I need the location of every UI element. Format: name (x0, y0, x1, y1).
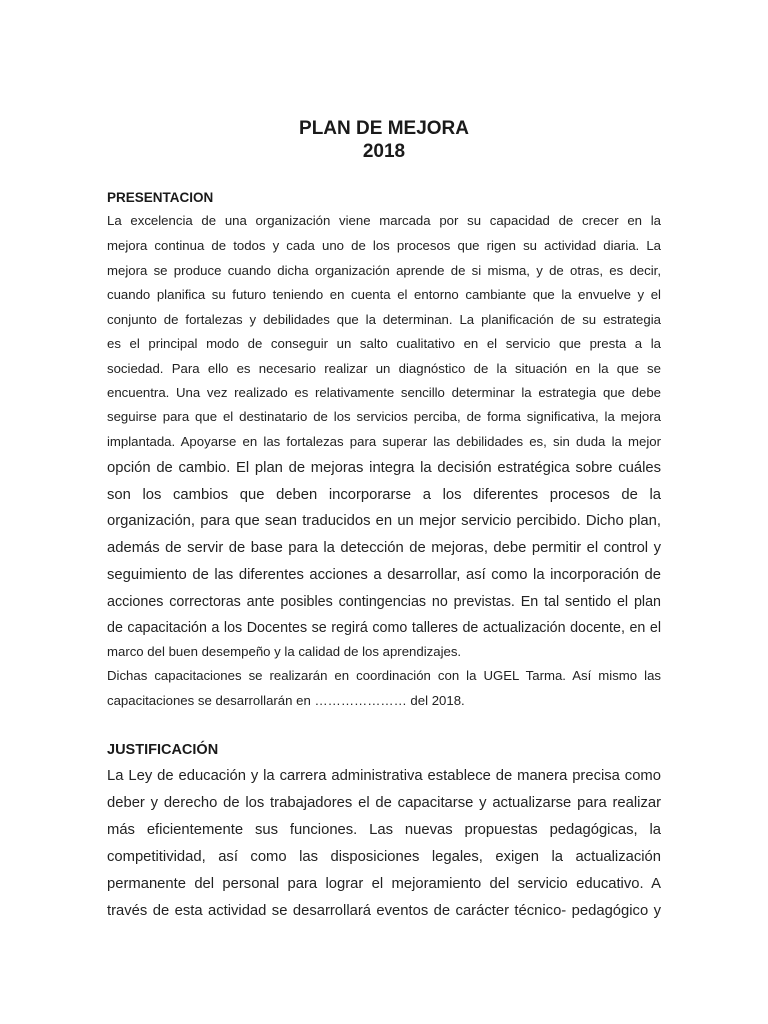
paragraph-line: organización, para que sean traducidos en un mejor servicio percibido. Dicho plan, (107, 513, 661, 529)
paragraph-line: cuando planifica su futuro teniendo en cuenta el entorno cambiante que la envuelve y el (107, 287, 661, 302)
paragraph-line: marco del buen desempeño y la calidad de los aprendizajes. (107, 644, 462, 659)
paragraph-line: encuentra. Una vez realizado es relativamente sencillo determinar la estrategia que debe (107, 385, 661, 400)
paragraph-line: opción de cambio. El plan de mejoras integra la decisión estratégica sobre cuáles (107, 460, 661, 476)
paragraph-line: mejora se produce cuando dicha organización aprende de si misma, y de otras, es decir, (107, 263, 661, 278)
paragraph-line: son los cambios que deben incorporarse a los diferentes procesos de la (107, 487, 661, 503)
paragraph-line: La excelencia de una organización viene marcada por su capacidad de crecer en la (107, 213, 661, 228)
paragraph-line: través de esta actividad se desarrollará eventos de carácter técnico- pedagógico y (107, 903, 661, 919)
section-heading-presentacion: PRESENTACION (107, 190, 214, 205)
paragraph-line: implantada. Apoyarse en las fortalezas para superar las debilidades es, sin duda la mejor (107, 434, 661, 449)
paragraph-line: deber y derecho de los trabajadores el de capacitarse y actualizarse para realizar (107, 795, 661, 811)
paragraph-line: La Ley de educación y la carrera administrativa establece de manera precisa como (107, 768, 661, 784)
paragraph-line: competitividad, así como las disposiciones legales, exigen la actualización (107, 849, 661, 865)
paragraph-line: mejora continua de todos y cada uno de los procesos que rigen su actividad diaria. La (107, 238, 661, 253)
paragraph-line: más eficientemente sus funciones. Las nuevas propuestas pedagógicas, la (107, 822, 661, 838)
document-title: PLAN DE MEJORA (299, 118, 469, 139)
paragraph-line: capacitaciones se desarrollarán en ………………… del 2018. (107, 693, 465, 708)
paragraph-line: permanente del personal para lograr el mejoramiento del servicio educativo. A (107, 876, 661, 892)
paragraph-line: seguirse para que el destinatario de los servicios perciba, de forma significativa, la mejora (107, 409, 661, 424)
paragraph-line: seguimiento de las diferentes acciones a desarrollar, así como la incorporación de (107, 567, 661, 583)
document-year: 2018 (362, 141, 406, 162)
paragraph-line: sociedad. Para ello es necesario realizar un diagnóstico de la situación en la que se (107, 361, 661, 376)
paragraph-line: Dichas capacitaciones se realizarán en coordinación con la UGEL Tarma. Así mismo las (107, 668, 661, 683)
section-heading-justificacion: JUSTIFICACIÓN (107, 742, 219, 758)
paragraph-line: de capacitación a los Docentes se regirá como talleres de actualización docente, en el (107, 620, 661, 636)
paragraph-line: es el principal modo de conseguir un salto cualitativo en el servicio que presta a la (107, 336, 661, 351)
paragraph-line: acciones correctoras ante posibles contingencias no previstas. En tal sentido el plan (107, 594, 661, 610)
paragraph-line: conjunto de fortalezas y debilidades que la determinan. La planificación de su estrategia (107, 312, 661, 327)
paragraph-line: además de servir de base para la detección de mejoras, debe permitir el control y (107, 540, 661, 556)
